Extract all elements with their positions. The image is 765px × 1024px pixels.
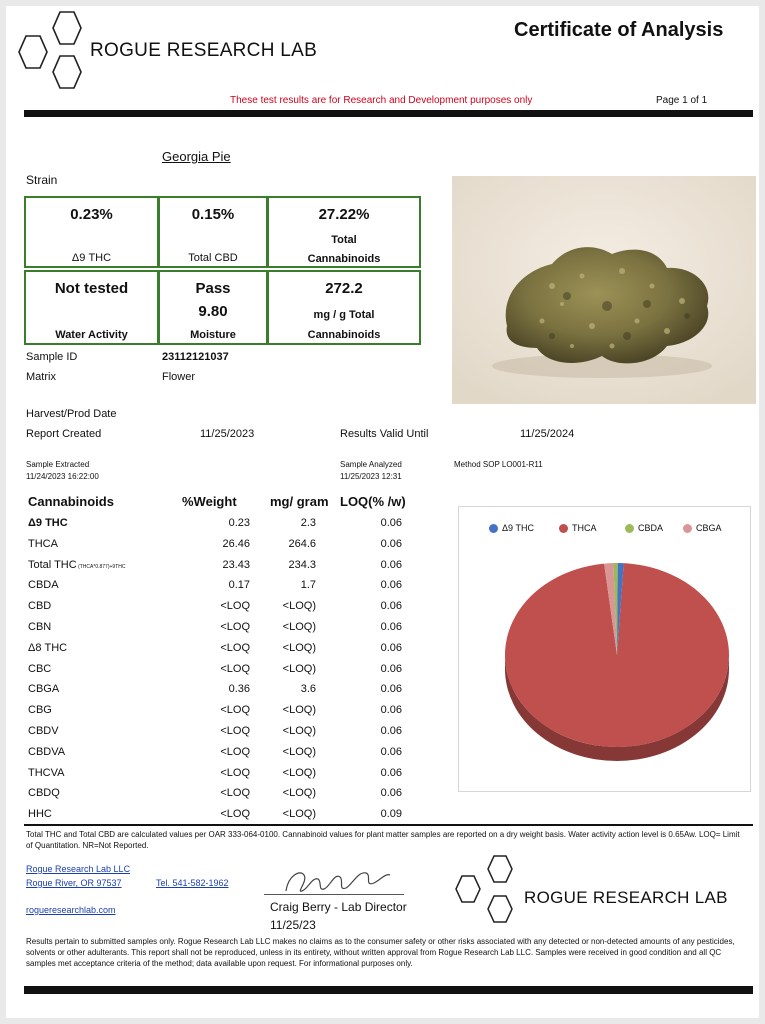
cannabinoid-name: HHC [28, 808, 52, 821]
total-cannabinoids-box [267, 196, 421, 268]
water-activity-label: Water Activity [55, 329, 128, 341]
loq-value: 0.06 [380, 517, 402, 529]
loq-value: 0.06 [380, 725, 402, 737]
analyzed-label: Sample Analyzed [340, 460, 402, 469]
cannabinoid-name: THCVA [28, 766, 65, 779]
loq-value: 0.06 [380, 579, 402, 592]
table-row [28, 642, 428, 662]
valid-until-value: 11/25/2024 [520, 428, 575, 440]
report-created-label: Report Created [26, 428, 102, 440]
website-link[interactable]: rogueresearchlab.com [26, 905, 116, 915]
page-number: Page 1 of 1 [656, 95, 708, 106]
cannabinoid-name: CBC [28, 662, 52, 675]
total-label-2: Cannabinoids [307, 253, 381, 265]
weight-value: <LOQ [220, 621, 250, 633]
lab-name-footer: ROGUE RESEARCH LAB [524, 888, 728, 907]
loq-value: 0.06 [380, 704, 402, 717]
table-row [28, 517, 428, 537]
cbd-value: 0.15% [191, 206, 235, 223]
water-activity-box [24, 270, 159, 345]
mg-value: 234.3 [288, 558, 316, 571]
legend-label: CBDA [638, 523, 664, 533]
weight-value: <LOQ [220, 704, 250, 717]
table-row [28, 746, 428, 766]
mg-value: 2.3 [300, 517, 316, 529]
weight-value: <LOQ [220, 745, 250, 758]
lab-link[interactable]: Rogue Research Lab LLC [26, 864, 131, 874]
signature-icon [278, 861, 398, 901]
table-row [28, 787, 428, 807]
weight-value: <LOQ [220, 641, 250, 654]
table-row [28, 683, 428, 703]
sign-date: 11/25/23 [270, 918, 316, 932]
col-loq: LOQ(% /w) [340, 494, 406, 509]
pie-chart [459, 507, 752, 793]
table-row [28, 559, 428, 579]
loq-value: 0.06 [380, 537, 402, 550]
moisture-box [158, 270, 268, 345]
address-link[interactable]: Rogue River, OR 97537 [26, 878, 122, 888]
footer-divider-top [24, 824, 753, 826]
sample-id-label: Sample ID [26, 351, 78, 363]
page-title: Certificate of Analysis [514, 19, 724, 41]
footer-divider-bottom [24, 986, 753, 994]
moisture-label: Moisture [190, 329, 236, 341]
total-thc-formula: (THCA*0.877)+9THC [76, 563, 126, 570]
col-weight: %Weight [182, 494, 237, 509]
thc-value: 0.23% [70, 206, 113, 223]
legend-label: Δ9 THC [502, 523, 535, 533]
mg-value: 264.6 [288, 537, 316, 550]
loq-value: 0.06 [380, 641, 402, 654]
table-row [28, 600, 428, 620]
strain-label: Strain [26, 173, 58, 187]
loq-value: 0.06 [380, 621, 402, 633]
mg-value: 1.7 [300, 579, 316, 592]
valid-until-label: Results Valid Until [340, 428, 429, 440]
mg-value: <LOQ) [282, 725, 316, 737]
moisture-value: 9.80 [198, 303, 228, 320]
extracted-value: 11/24/2023 16:22:00 [26, 472, 99, 481]
loq-value: 0.06 [380, 787, 402, 800]
mg-value: <LOQ) [282, 600, 316, 613]
mg-value: <LOQ) [282, 787, 316, 800]
chart-panel [458, 506, 751, 792]
weight-value: 0.23 [228, 517, 250, 529]
cannabinoid-name: CBDA [28, 579, 59, 592]
legend-label: CBGA [696, 523, 722, 533]
weight-value: 0.36 [228, 683, 250, 696]
weight-value: <LOQ [220, 808, 250, 821]
cannabinoid-name: Δ8 THC [28, 641, 68, 654]
cannabinoid-name: Δ9 THC [28, 517, 68, 529]
water-activity-value: Not tested [54, 280, 129, 297]
loq-value: 0.06 [380, 766, 402, 779]
loq-value: 0.06 [380, 600, 402, 613]
cannabinoid-name: CBD [28, 600, 52, 613]
matrix-label: Matrix [26, 371, 56, 383]
matrix-value: Flower [162, 371, 196, 383]
rnd-disclaimer: These test results are for Research and Development purposes only [230, 95, 533, 106]
weight-value: <LOQ [220, 600, 250, 613]
table-row [28, 704, 428, 724]
mg-value: <LOQ) [282, 704, 316, 717]
table-row [28, 663, 428, 683]
mg-total-label-2: Cannabinoids [307, 329, 381, 341]
strain-name: Georgia Pie [162, 149, 231, 164]
weight-value: 26.46 [222, 537, 250, 550]
mg-value: <LOQ) [282, 662, 316, 675]
mg-total-value: 272.2 [325, 280, 363, 297]
mg-total-box [267, 270, 421, 345]
mg-value: <LOQ) [282, 766, 316, 779]
sample-id-value: 23112121037 [162, 351, 229, 363]
cannabinoid-name: CBGA [28, 683, 60, 696]
thc-box [24, 196, 159, 268]
total-label-1: Total [331, 234, 357, 246]
loq-value: 0.09 [380, 808, 402, 821]
method-text: Method SOP LO001-R11 [454, 460, 543, 469]
col-cannabinoids: Cannabinoids [28, 494, 114, 509]
cannabinoid-name: Total THC (THCA*0.877)+9THC [28, 558, 126, 571]
mg-value: <LOQ) [282, 745, 316, 758]
loq-value: 0.06 [380, 558, 402, 571]
cannabinoid-name: CBG [28, 704, 52, 717]
loq-value: 0.06 [380, 745, 402, 758]
weight-value: <LOQ [220, 662, 250, 675]
mg-value: <LOQ) [282, 808, 316, 821]
certificate-page [6, 6, 759, 1018]
cannabinoid-name: CBDVA [28, 745, 66, 758]
signer-name: Craig Berry - Lab Director [270, 900, 407, 914]
mg-total-label-1: mg / g Total [313, 309, 375, 321]
mg-value: <LOQ) [282, 621, 316, 633]
footer-note: Total THC and Total CBD are calculated values per OAR 333-064-0100. Cannabinoid values for plant matter samples are reported on a dry weight basis. Water activity action level is 0.65Aw. LOQ= Limit of Quantitation. NR=Not Reported. [26, 830, 740, 850]
table-row [28, 579, 428, 599]
tel-link[interactable]: Tel. 541-582-1962 [156, 878, 229, 888]
thc-label: Δ9 THC [71, 252, 112, 264]
cannabinoid-name: THCA [28, 537, 58, 550]
table-row [28, 621, 428, 641]
sample-photo [452, 176, 756, 404]
table-row [28, 725, 428, 745]
total-cannabinoids-value: 27.22% [318, 206, 370, 223]
cannabinoid-name: CBN [28, 621, 52, 633]
analyzed-value: 11/25/2023 12:31 [340, 472, 402, 481]
table-row [28, 538, 428, 558]
signature-line [264, 894, 404, 895]
weight-value: 0.17 [228, 579, 250, 592]
mg-value: <LOQ) [282, 641, 316, 654]
cannabinoid-name: CBDQ [28, 787, 60, 800]
loq-value: 0.06 [380, 683, 402, 696]
footer-disclaimer: Results pertain to submitted samples only. Rogue Research Lab LLC makes no claims as to the consumer safety or other risks associated with any detected or non-detected amounts of any pesticides, solvents or other adulterants. This report shall not be reproduced, unless in its entirety, without written approval from Rogue Research Lab LLC. Samples were received in good condition and all QC samples met acceptance criteria of the method; data available upon request. For informational purposes only. [26, 937, 735, 968]
cannabinoid-name: CBDV [28, 725, 59, 737]
col-mg: mg/ gram [270, 494, 329, 509]
loq-value: 0.06 [380, 662, 402, 675]
header-divider [24, 110, 753, 117]
report-created-value: 11/25/2023 [200, 428, 255, 440]
cbd-label: Total CBD [188, 252, 238, 264]
legend-label: THCA [572, 523, 597, 533]
weight-value: 23.43 [222, 558, 250, 571]
lab-name-header: ROGUE RESEARCH LAB [90, 40, 318, 61]
harvest-label: Harvest/Prod Date [26, 408, 117, 420]
table-row [28, 767, 428, 787]
moisture-status: Pass [195, 280, 231, 297]
cbd-box [158, 196, 268, 268]
weight-value: <LOQ [220, 766, 250, 779]
hexagon-logo-icon [12, 10, 102, 96]
extracted-label: Sample Extracted [26, 460, 90, 469]
weight-value: <LOQ [220, 787, 250, 800]
weight-value: <LOQ [220, 725, 250, 737]
mg-value: 3.6 [300, 683, 316, 696]
hexagon-logo-footer-icon [452, 854, 532, 926]
